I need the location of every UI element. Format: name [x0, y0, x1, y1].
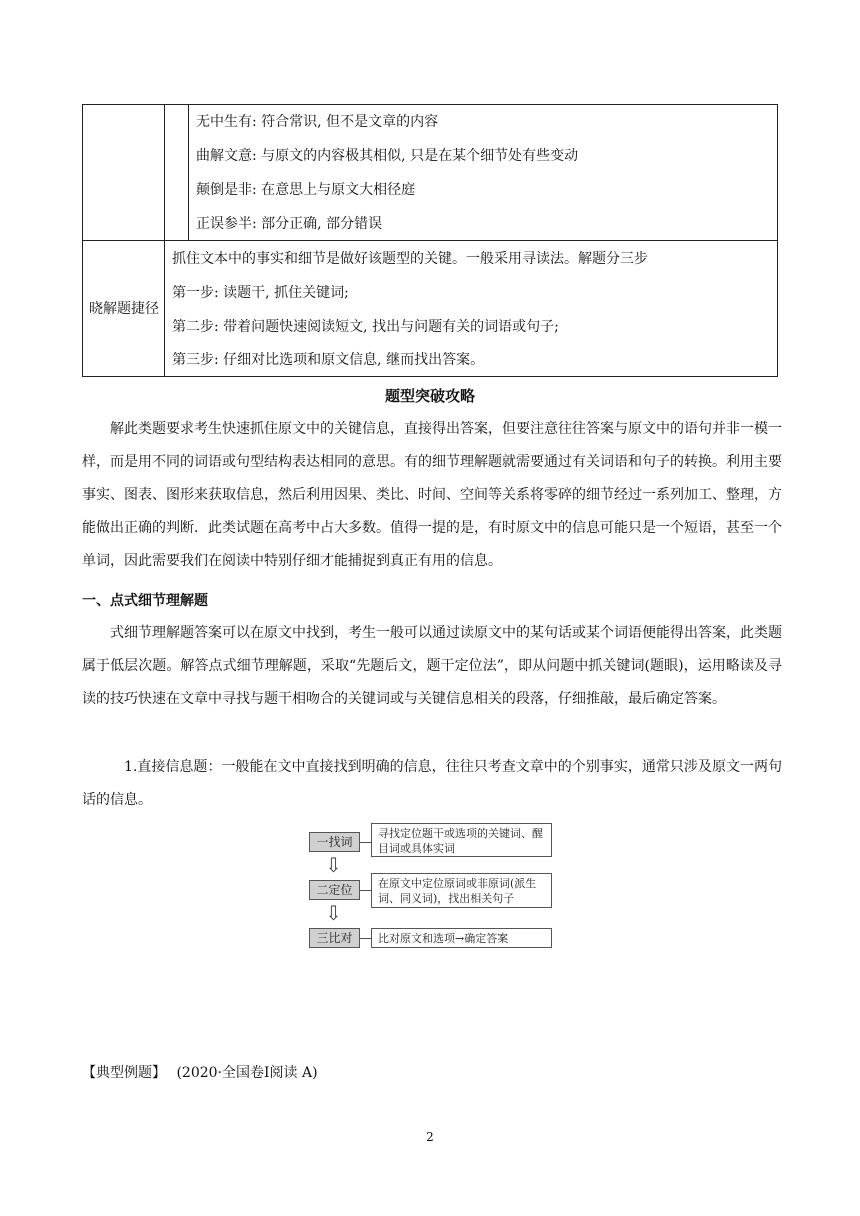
flow-step-desc: 比对原文和选项→确定答案	[371, 928, 552, 948]
distractor-item: 颠倒是非: 在意思上与原文大相径庭	[196, 182, 416, 198]
item1-paragraph: 1.直接信息题：一般能在文中直接找到明确的信息，往往只考查文章中的个别事实，通常只涉及原文一两句话的信息。	[82, 759, 782, 808]
method-step: 抓住文本中的事实和细节是做好该题型的关键。一般采用寻读法。解题分三步	[172, 251, 648, 267]
page-number: 2	[426, 1130, 434, 1144]
distractor-item: 无中生有: 符合常识, 但不是文章的内容	[196, 114, 439, 130]
method-step: 第一步: 读题干, 抓住关键词;	[172, 285, 349, 301]
table-divider-inner	[188, 104, 189, 241]
section-heading: 题型突破攻略	[384, 387, 475, 405]
flow-connector	[360, 890, 371, 891]
example-line	[82, 1062, 318, 1082]
flow-step-desc: 寻找定位题干或选项的关键词、醒目词或具体实词	[371, 823, 552, 857]
method-step: 第二步: 带着问题快速阅读短文, 找出与问题有关的词语或句子;	[172, 319, 559, 335]
flow-step-label: 二定位	[309, 880, 360, 900]
example-label: 【典型例题】	[82, 1065, 166, 1081]
method-step: 第三步: 仔细对比选项和原文信息, 继而找出答案。	[172, 352, 485, 368]
flow-step-label: 三比对	[309, 928, 360, 948]
down-arrow-icon: ⇩	[325, 901, 342, 925]
distractor-item: 曲解文意: 与原文的内容极其相似, 只是在某个细节处有些变动	[196, 148, 579, 164]
table-row-label: 晓解题捷径	[89, 301, 159, 317]
distractor-item: 正误参半: 部分正确, 部分错误	[196, 216, 383, 232]
flow-connector	[360, 842, 371, 843]
down-arrow-icon: ⇩	[325, 853, 342, 877]
section-paragraph: 式细节理解题答案可以在原文中找到，考生一般可以通过读原文中的某句话或某个词语便能得出答案，此类题属于低层次题。解答点式细节理解题，采取“先题后文，题干定位法”，即从问题中抓关键词(题眼)，运用略读及寻读的技巧快速在文章中寻找与题干相吻合的关键词或与关键信息相关的段落，仔细推敲，最后确定答案。	[82, 625, 782, 707]
table-row-separator	[82, 240, 778, 241]
section-title: 一、点式细节理解题	[82, 593, 208, 609]
example-source: (2020·全国卷Ⅰ阅读 A)	[176, 1065, 318, 1081]
flow-step-desc: 在原文中定位原词或非原词(派生词、同义词)，找出相关句子	[371, 873, 552, 908]
flow-step-label: 一找词	[309, 832, 360, 852]
intro-paragraph: 解此类题要求考生快速抓住原文中的关键信息，直接得出答案，但要注意往往答案与原文中的语句并非一模一样，而是用不同的词语或句型结构表达相同的意思。有的细节理解题就需要通过有关词语和句子的转换。利用主要事实、图表、图形来获取信息，然后利用因果、类比、时间、空间等关系将零碎的细节经过一系列加工、整理，方能做出正确的判断．此类试题在高考中占大多数。值得一提的是，有时原文中的信息可能只是一个短语，甚至一个单词，因此需要我们在阅读中特别仔细才能捕捉到真正有用的信息。	[82, 421, 782, 569]
flow-connector	[360, 938, 371, 939]
